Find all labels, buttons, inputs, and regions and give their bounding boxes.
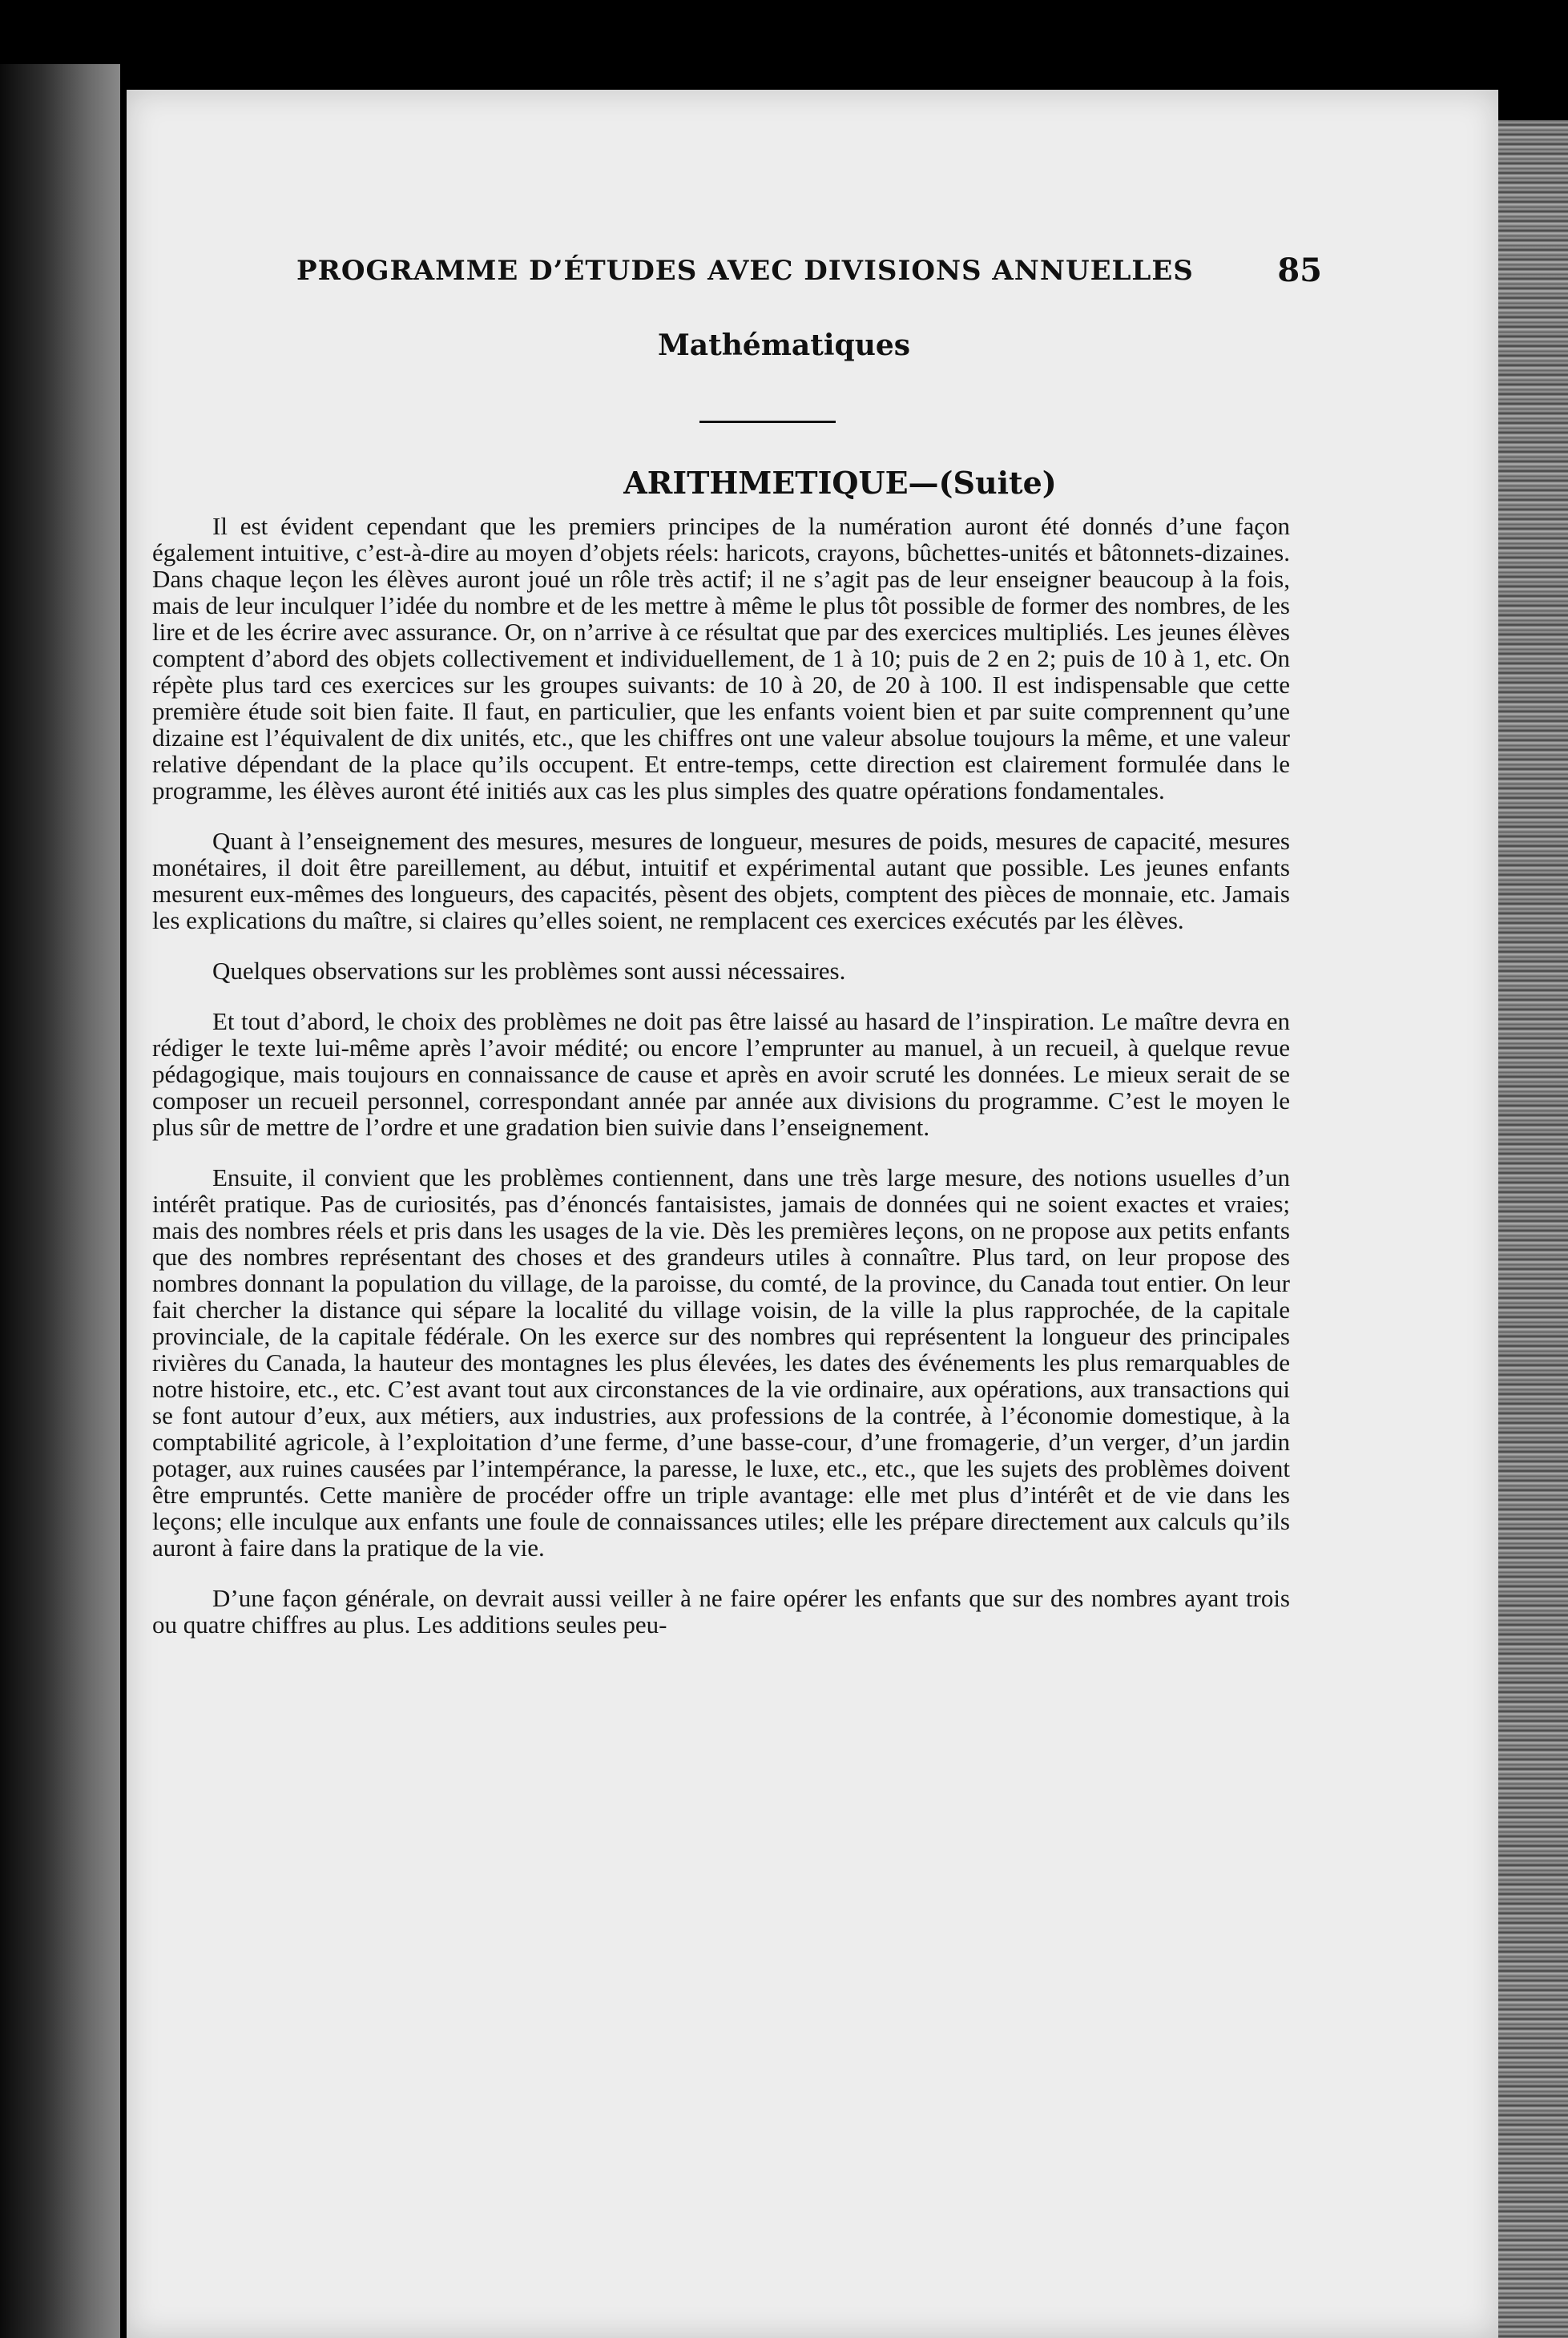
page-number: 85 — [1277, 252, 1322, 289]
paragraph: Quant à l’enseignement des mesures, mesures de longueur, mesures de poids, mesures de capacité, mesures monétaires, il doit être pareillement, au début, intuitif et expérimental autant que possible. Les jeunes enfants mesurent eux-mêmes des longueurs, des capacités, pèsent des objets, comptent des pièces de monnaie, etc. Jamais les explications du maître, si claires qu’elles soient, ne remplacent ces exercices exécutés par les élèves. — [152, 827, 1290, 934]
title-divider — [699, 421, 836, 423]
paragraph: Et tout d’abord, le choix des problèmes ne doit pas être laissé au hasard de l’inspiration. Le maître devra en rédiger le texte lui-même après l’avoir médité; ou encore l’emprunter au manuel, à un recueil, à quelque revue pédagogique, mais toujours en connaissance de cause et après en avoir scruté les données. Le mieux serait de se composer un recueil personnel, correspondant année par année aux divisions du programme. C’est le moyen le plus sûr de mettre de l’ordre et une gradation bien suivie dans l’enseignement. — [152, 1007, 1290, 1141]
page-stack-edge — [1498, 120, 1568, 2338]
subject-title: Mathématiques — [657, 329, 911, 362]
paragraph: Ensuite, il convient que les problèmes contiennent, dans une très large mesure, des notions usuelles d’un intérêt pratique. Pas de curiosités, pas d’énoncés fantaisistes, jamais de données qui ne soient exactes et vraies; mais des nombres réels et pris dans les usages de la vie. Dès les premières leçons, on ne propose aux petits enfants que des nombres représentant des choses et des grandeurs utiles à connaître. Plus tard, on leur propose des nombres donnant la population du village, de la paroisse, du comté, de la province, du Canada tout entier. On leur fait chercher la distance qui sépare la localité du village voisin, de la ville la plus rapprochée, de la capitale provinciale, de la capitale fédérale. On les exerce sur des nombres qui représentent la longueur des principales rivières du Canada, la hauteur des montagnes les plus élevées, les dates des événements les plus remarquables de notre histoire, etc., etc. C’est avant tout aux circonstances de la vie ordinaire, aux opérations, aux transactions qui se font autour d’eux, aux métiers, aux industries, aux professions de la contrée, à l’économie domestique, à la comptabilité agricole, à l’exploitation d’une ferme, d’une basse-cour, d’une fromagerie, d’un verger, d’un jardin potager, aux ruines causées par l’intempérance, la paresse, le luxe, etc., etc., que les sujets des problèmes doivent être empruntés. Cette manière de procéder offre un triple avantage: elle met plus d’intérêt et de vie dans les leçons; elle inculque aux enfants une foule de connaissances utiles; elle les prépare directement aux calculs qu’ils auront à faire dans la pratique de la vie. — [152, 1163, 1290, 1562]
paragraph: Il est évident cependant que les premiers principes de la numération auront été donnés d’une façon également intuitive, c’est-à-dire au moyen d’objets réels: haricots, crayons, bûchettes-unités et bâtonnets-dizaines. Dans chaque leçon les élèves auront joué un rôle très actif; il ne s’agit pas de leur enseigner beaucoup à la fois, mais de leur inculquer l’idée du nombre et de les mettre à même le plus tôt possible de former des nombres, de les lire et de les écrire avec assurance. Or, on n’arrive à ce résultat que par des exercices multipliés. Les jeunes élèves comptent d’abord des objets collectivement et individuellement, de 1 à 10; puis de 2 en 2; puis de 10 à 1, etc. On répète plus tard ces exercices sur les groupes suivants: de 10 à 20, de 20 à 100. Il est indispensable que cette première étude soit bien faite. Il faut, en particulier, que les enfants voient bien et par suite comprennent qu’une dizaine est l’équivalent de dix unités, etc., que les chiffres ont une valeur absolue toujours la même, et une valeur relative dépendant de la place qu’ils occupent. Et entre-temps, cette direction est clairement formulée dans le programme, les élèves auront été initiés aux cas les plus simples des quatre opérations fondamentales. — [152, 512, 1290, 804]
body-text — [152, 513, 1290, 1662]
paragraph: D’une façon générale, on devrait aussi veiller à ne faire opérer les enfants que sur des nombres ayant trois ou quatre chiffres au plus. Les additions seules peu- — [152, 1584, 1290, 1639]
paragraph: Quelques observations sur les problèmes sont aussi nécessaires. — [212, 957, 846, 985]
page-header — [296, 252, 1322, 296]
section-title: ARITHMETIQUE—(Suite) — [623, 465, 1057, 501]
running-title: PROGRAMME D’ÉTUDES AVEC DIVISIONS ANNUELLES — [296, 255, 1194, 287]
facing-page-edge — [0, 64, 120, 2338]
